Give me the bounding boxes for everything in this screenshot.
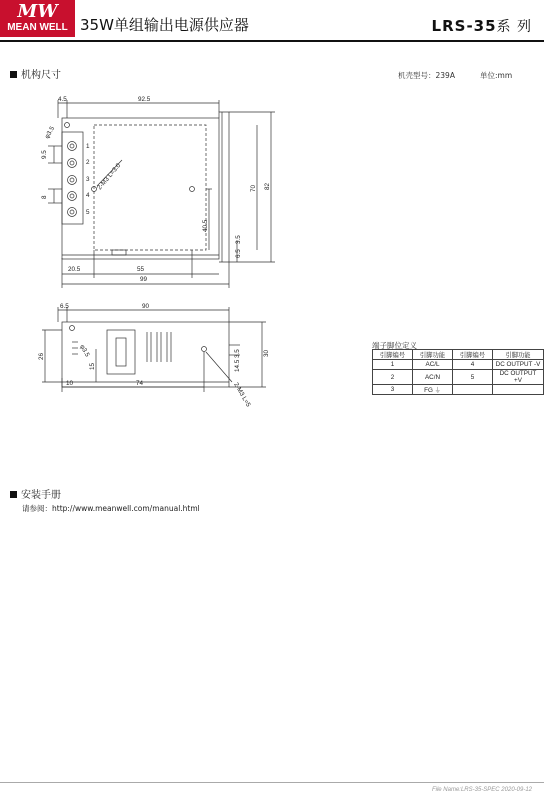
pin-table [372,349,544,395]
footer-rule [0,782,544,783]
screw-label: 2-M3 L=5 [232,381,252,409]
pin-table-title: 端子脚位定义 [372,341,417,350]
dim-text: 99 [140,276,148,283]
table-cell: 3 [373,385,413,395]
table-cell: 2 [373,370,413,385]
table-cell: AC/N [413,370,453,385]
pin-number: 1 [86,143,90,150]
dim-text: 14.5 [234,359,241,372]
top-view-cover [219,112,229,262]
dim-text: 4.5 [58,96,67,103]
table-cell: 4 [453,360,493,370]
pin-number: 4 [86,192,90,199]
dim-text: 9.5 [41,150,48,159]
dim-text: 90 [142,303,150,310]
install-heading-text: 安装手册 [21,490,61,501]
screw-label: 2-M3 L=3.0 [96,162,123,192]
mount-hole-icon [70,326,75,331]
page-title: 35W单组输出电源供应器 [80,16,249,34]
logo-mark: MW [17,1,58,22]
logo-wordmark: MEAN WELL [7,22,68,33]
pin-number: 3 [86,176,90,183]
table-header-row [373,350,544,360]
dim-text: 55 [137,266,145,273]
table-row [373,385,544,395]
column-header: 引脚编号 [453,350,493,360]
dim-text: 82 [264,182,271,190]
table-cell [453,385,493,395]
dim-text: 3.5 [235,235,242,244]
install-heading [10,486,61,501]
dim-text: 40.5 [202,219,209,232]
dim-text: 92.5 [138,96,151,103]
top-view-outline [62,118,219,259]
table-cell: 5 [453,370,493,385]
mechanical-heading-text: 机构尺寸 [21,70,61,81]
pin-number: 2 [86,159,90,166]
dim-text: 70 [250,184,257,192]
table-row [373,360,544,370]
dim-text: 6.5 [235,249,242,258]
column-header: 引脚功能 [413,350,453,360]
section-bullet-icon [10,491,17,498]
pin-number: 5 [86,209,90,216]
mount-hole-icon [65,123,70,128]
hole-label: φ3.5 [43,125,57,140]
series-suffix: 系 列 [496,19,532,35]
manual-link[interactable]: 请参阅：http://www.meanwell.com/manual.html [22,504,200,513]
table-cell: AC/L [413,360,453,370]
table-cell [493,385,544,395]
dim-text: 8 [41,195,48,199]
table-cell: DC OUTPUT -V [493,360,544,370]
table-row [373,370,544,385]
table-cell: 1 [373,360,413,370]
dim-text: 30 [263,349,270,357]
dim-text: 6.5 [60,303,69,310]
dim-text: 3.5 [234,349,241,358]
table-cell: FG ⏚ [413,385,453,395]
hole-label: φ3.5 [78,343,91,359]
column-header: 引脚功能 [493,350,544,360]
table-cell: DC OUTPUT +V [493,370,544,385]
file-name: File Name:LRS-35-SPEC 2020-09-12 [431,787,532,793]
dim-text: 74 [136,380,144,387]
side-view-drawing [0,300,300,410]
dim-text: 10 [66,380,74,387]
case-number: 机壳型号：239A [398,71,455,80]
dim-text: 26 [38,352,45,360]
unit-label: 单位:mm [480,71,513,80]
dim-text: 20.5 [68,266,81,273]
column-header: 引脚编号 [373,350,413,360]
dim-text: 15 [89,362,96,370]
model-name: LRS-35 [431,17,497,35]
